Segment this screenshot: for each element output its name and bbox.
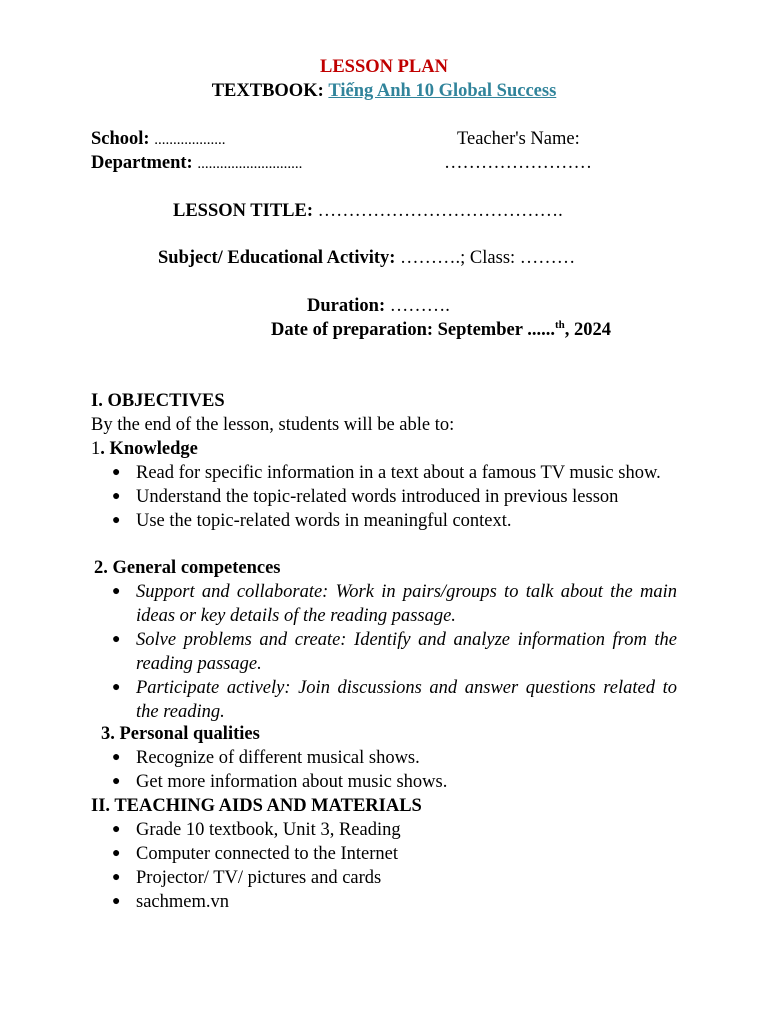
competence-item-1: Support and collaborate: Work in pairs/groups to talk about the main ideas or key details of the reading passage. — [136, 582, 677, 626]
department-value: ............................ — [197, 156, 303, 172]
bullet-icon: ● — [112, 584, 121, 599]
bullet-icon: ● — [112, 680, 121, 695]
date-label: Date of preparation: September ...... — [271, 320, 555, 340]
material-item-2: Computer connected to the Internet — [136, 844, 398, 864]
list-item — [0, 866, 677, 890]
duration-line — [307, 294, 450, 318]
materials-list — [0, 818, 677, 914]
competence-item-3: Participate actively: Join discussions and answer questions related to the reading. — [136, 678, 677, 722]
knowledge-num: 1 — [91, 439, 101, 459]
list-item — [0, 628, 677, 676]
quality-item-2: Get more information about music shows. — [136, 772, 448, 792]
material-item-3: Projector/ TV/ pictures and cards — [136, 868, 382, 888]
bullet-icon: ● — [112, 489, 121, 504]
knowledge-item-3: Use the topic-related words in meaningful context. — [136, 511, 512, 531]
list-item — [0, 890, 677, 914]
textbook-link[interactable]: Tiếng Anh 10 Global Success — [328, 81, 557, 101]
bullet-icon: ● — [112, 750, 121, 765]
list-item — [0, 485, 677, 509]
subject-label: Subject/ Educational Activity: — [158, 248, 396, 268]
department-label: Department: — [91, 153, 193, 173]
knowledge-item-2: Understand the topic-related words introduced in previous lesson — [136, 487, 619, 507]
list-item — [0, 746, 677, 770]
objectives-heading: I. OBJECTIVES — [91, 391, 225, 411]
qualities-list — [0, 746, 677, 794]
qualities-heading: 3. Personal qualities — [101, 724, 260, 744]
bullet-icon: ● — [112, 465, 121, 480]
bullet-icon: ● — [112, 513, 121, 528]
school-value: ................... — [154, 132, 226, 148]
teacher-label: Teacher's Name: — [457, 129, 580, 149]
list-item — [0, 676, 677, 724]
lesson-title-label: LESSON TITLE: — [173, 201, 314, 221]
knowledge-list — [0, 461, 677, 533]
list-item — [0, 509, 677, 533]
lesson-title-value: …………………………………. — [317, 201, 563, 221]
objectives-intro: By the end of the lesson, students will be able to: — [91, 415, 455, 435]
list-item — [0, 818, 677, 842]
bullet-icon: ● — [112, 774, 121, 789]
lesson-plan-title: LESSON PLAN — [320, 57, 448, 77]
quality-item-1: Recognize of different musical shows. — [136, 748, 420, 768]
date-sup: th — [554, 318, 565, 331]
knowledge-heading-text: . Knowledge — [100, 439, 198, 459]
list-item — [0, 770, 677, 794]
bullet-icon: ● — [112, 822, 121, 837]
lesson-title-line — [173, 199, 563, 223]
material-item-4: sachmem.vn — [136, 892, 229, 912]
duration-value: ………. — [389, 296, 450, 316]
date-year: , 2024 — [564, 320, 611, 340]
knowledge-item-1: Read for specific information in a text about a famous TV music show. — [136, 463, 661, 483]
competence-item-2: Solve problems and create: Identify and analyze information from the reading passage. — [136, 630, 677, 674]
bullet-icon: ● — [112, 632, 121, 647]
list-item — [0, 580, 677, 628]
knowledge-heading — [91, 437, 198, 461]
school-line — [91, 127, 225, 152]
bullet-icon: ● — [112, 894, 121, 909]
textbook-line — [0, 79, 768, 103]
subject-value: ……….; Class: ……… — [400, 248, 576, 268]
list-item — [0, 842, 677, 866]
material-item-1: Grade 10 textbook, Unit 3, Reading — [136, 820, 401, 840]
bullet-icon: ● — [112, 846, 121, 861]
duration-label: Duration: — [307, 296, 386, 316]
school-label: School: — [91, 129, 150, 149]
competences-list — [0, 580, 677, 724]
list-item — [0, 461, 677, 485]
competences-heading: 2. General competences — [94, 558, 281, 578]
teacher-value: …………………… — [444, 153, 592, 173]
department-line — [91, 151, 302, 176]
textbook-label: TEXTBOOK: — [211, 81, 324, 101]
date-line — [271, 318, 611, 342]
bullet-icon: ● — [112, 870, 121, 885]
subject-line — [158, 246, 575, 270]
materials-heading: II. TEACHING AIDS AND MATERIALS — [91, 796, 422, 816]
